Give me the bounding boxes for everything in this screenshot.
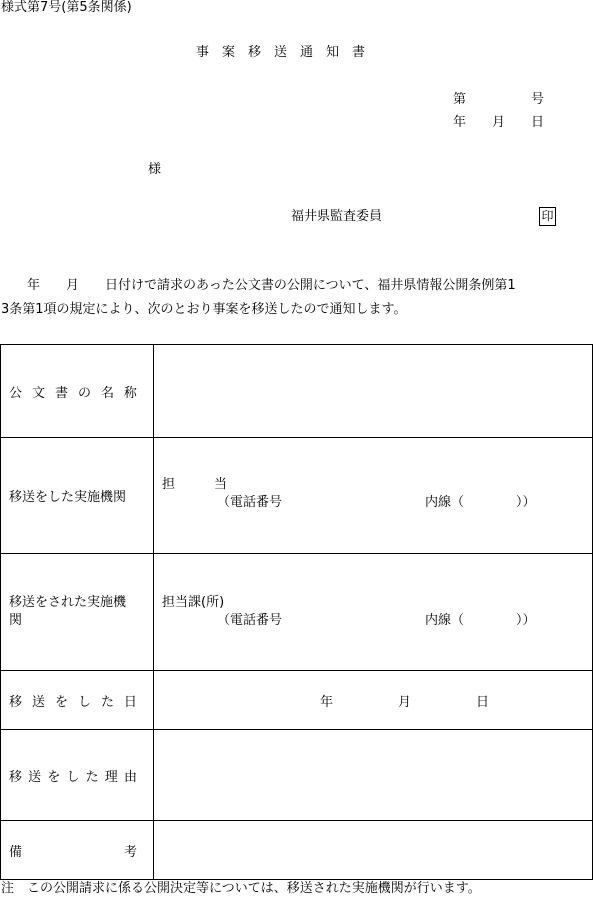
label-char: を: [54, 694, 68, 710]
justified-label: [9, 382, 137, 401]
document-name-field[interactable]: [154, 345, 593, 438]
transfer-date-text: 年 月 日: [320, 694, 490, 710]
remarks-field[interactable]: [154, 821, 593, 880]
table-row: [1, 345, 593, 438]
label-char: 移: [9, 694, 23, 710]
label-char: 理: [104, 769, 118, 785]
body-text-line-2: 3条第1項の規定により、次のとおり事案を移送したので通知します。: [1, 302, 407, 317]
table-row: [1, 438, 593, 554]
row-label-transfer-date: [1, 671, 154, 730]
table-row: [1, 554, 593, 671]
label-char: 公: [9, 385, 23, 401]
label-char: 日: [123, 694, 137, 710]
person-in-charge-line: 担 当: [162, 476, 228, 492]
section-in-charge-line: 担当課(所): [162, 595, 225, 610]
label-char: の: [77, 385, 91, 401]
table-row: [1, 730, 593, 821]
justified-label: [9, 841, 137, 860]
document-number-line: 第 号: [453, 92, 545, 107]
transfer-date-field[interactable]: [154, 671, 593, 730]
row-label-document-name: [1, 345, 154, 438]
label-char: 送: [28, 769, 42, 785]
footnote: 注 この公開請求に係る公開決定等については、移送された実施機関が行います。: [1, 881, 481, 896]
seal-stamp-box: 印: [539, 207, 556, 226]
label-char: 備: [9, 844, 23, 860]
label-char: を: [47, 769, 61, 785]
document-date-line: 年 月 日: [453, 115, 545, 130]
table-row: [1, 671, 593, 730]
label-char: 称: [123, 385, 137, 401]
label-char: 送: [31, 694, 45, 710]
label-char: 移: [9, 769, 23, 785]
label-char: た: [85, 769, 99, 785]
receiving-agency-field[interactable]: [154, 554, 593, 671]
justified-label: [9, 691, 137, 710]
addressee-honorific: 様: [148, 162, 162, 177]
row-label-remarks: [1, 821, 154, 880]
justified-label: [9, 766, 137, 785]
label-char: 書: [54, 385, 68, 401]
label-char: た: [100, 694, 114, 710]
label-line: 関: [9, 613, 23, 628]
phone-extension-line: （電話番号 内線（ ））: [217, 494, 536, 510]
row-label-transfer-reason: [1, 730, 154, 821]
label-char: 考: [123, 844, 137, 860]
table-row: [1, 821, 593, 880]
form-number-label: 様式第7号(第5条関係): [1, 0, 132, 15]
sender-name: 福井県監査委員: [291, 209, 383, 224]
label-char: し: [66, 769, 80, 785]
transfer-info-table: [0, 344, 593, 880]
body-text-line-1: 年 月 日付けで請求のあった公文書の公開について、福井県情報公開条例第1: [1, 278, 516, 293]
row-label-transferring-agency: 移送をした実施機関: [1, 438, 154, 554]
transfer-reason-field[interactable]: [154, 730, 593, 821]
phone-extension-line: （電話番号 内線（ ））: [217, 613, 536, 628]
label-char: 文: [31, 385, 45, 401]
label-line: 移送をされた実施機: [9, 595, 127, 610]
label-char: 名: [100, 385, 114, 401]
label-char: 由: [123, 769, 137, 785]
row-label-receiving-agency: [1, 554, 154, 671]
label-char: し: [77, 694, 91, 710]
transferring-agency-field[interactable]: [154, 438, 593, 554]
document-title: 事 案 移 送 通 知 書: [196, 45, 366, 60]
